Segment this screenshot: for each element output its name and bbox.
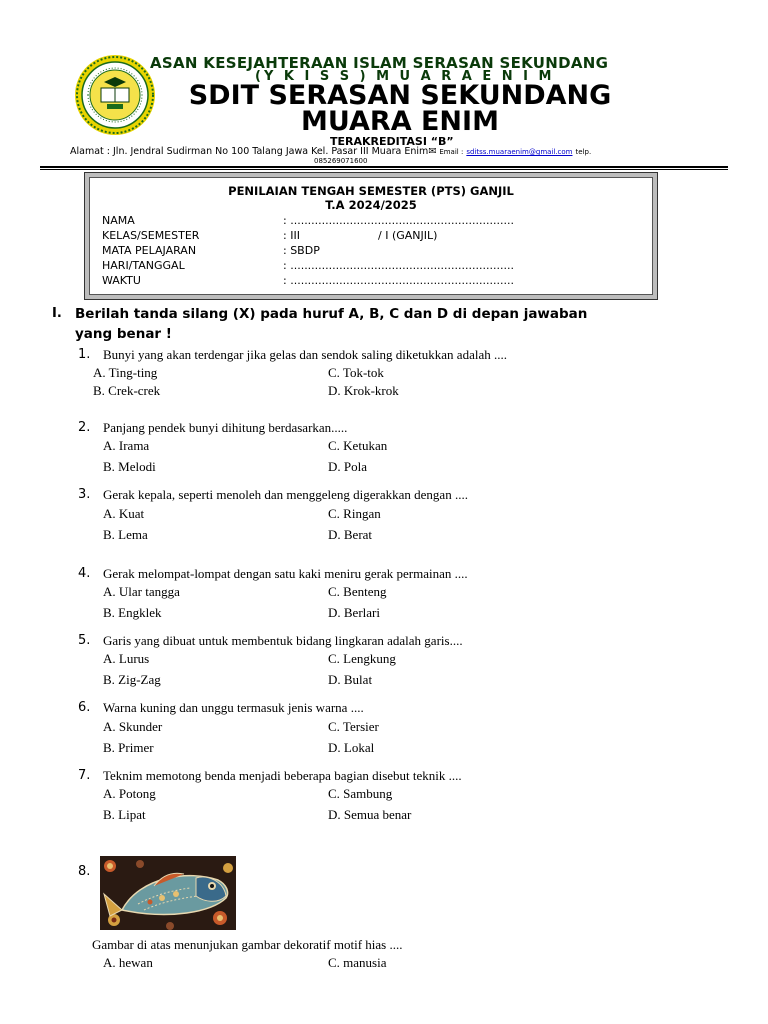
question-number: 7. — [78, 768, 91, 783]
section-number: I. — [52, 306, 62, 321]
question-number: 4. — [78, 566, 91, 581]
option-a: A. Potong — [103, 786, 156, 801]
exam-title: PENILAIAN TENGAH SEMESTER (PTS) GANJIL — [228, 184, 514, 198]
field-label-date: HARI/TANGGAL — [102, 259, 185, 272]
option-c: C. Lengkung — [328, 651, 396, 666]
question-text: Teknim memotong benda menjadi beberapa bagian disebut teknik .... — [103, 768, 462, 783]
option-a: A. Ular tangga — [103, 584, 180, 599]
section-instruction-cont: yang benar ! — [75, 326, 172, 342]
field-label-time: WAKTU — [102, 274, 141, 287]
option-c: C. Benteng — [328, 584, 387, 599]
option-c: C. Sambung — [328, 786, 393, 801]
question-text: Warna kuning dan unggu termasuk jenis warna .... — [103, 700, 364, 715]
question-number: 3. — [78, 487, 91, 502]
option-a: A. Kuat — [103, 506, 145, 521]
question-text: Panjang pendek bunyi dihitung berdasarkan..... — [103, 420, 348, 435]
header-divider-thin — [40, 169, 728, 170]
header-divider — [40, 166, 728, 168]
field-value-subject: : SBDP — [283, 244, 320, 257]
field-value-class: : III — [283, 229, 300, 242]
foundation-abbreviation: (Y K I S S ) M U A R A E N I M — [255, 69, 555, 84]
question-number: 5. — [78, 633, 91, 648]
option-b: B. Zig-Zag — [103, 672, 161, 687]
question-text: Gambar di atas menunjukan gambar dekoratif motif hias .... — [92, 937, 403, 952]
question-text: Gerak melompat-lompat dengan satu kaki meniru gerak permainan .... — [103, 566, 468, 581]
option-c: C. Tok-tok — [328, 365, 384, 380]
field-label-name: NAMA — [102, 214, 135, 227]
mail-icon: ✉ — [428, 146, 437, 157]
option-a: A. Irama — [103, 438, 150, 453]
email-label: Email : — [439, 148, 464, 156]
exam-year: T.A 2024/2025 — [325, 198, 417, 212]
option-a: A. hewan — [103, 955, 153, 970]
option-a: A. Lurus — [103, 651, 150, 666]
question-number: 8. — [78, 864, 91, 879]
field-value-date: : ................................................................ — [283, 259, 514, 272]
school-name-line2: MUARA ENIM — [301, 106, 499, 137]
field-label-class: KELAS/SEMESTER — [102, 229, 200, 242]
option-a: A. Skunder — [103, 719, 163, 734]
address-line — [70, 146, 591, 157]
option-b: B. Lipat — [103, 807, 146, 822]
accreditation: TERAKREDITASI “B” — [330, 135, 454, 148]
question-number: 6. — [78, 700, 91, 715]
field-label-subject: MATA PELAJARAN — [102, 244, 197, 257]
option-d: D. Bulat — [328, 672, 373, 687]
option-c: C. Ringan — [328, 506, 381, 521]
option-b: B. Crek-crek — [93, 383, 161, 398]
foundation-name: ASAN KESEJAHTERAAN ISLAM SERASAN SEKUNDANG — [150, 54, 609, 72]
option-b: B. Melodi — [103, 459, 156, 474]
option-b: B. Lema — [103, 527, 148, 542]
school-logo — [74, 54, 156, 136]
option-d: D. Krok-krok — [328, 383, 399, 398]
question-text: Bunyi yang akan terdengar jika gelas dan sendok saling diketukkan adalah .... — [103, 347, 507, 362]
option-c: C. Ketukan — [328, 438, 388, 453]
question-number: 1. — [78, 347, 91, 362]
option-b: B. Primer — [103, 740, 154, 755]
question-number: 2. — [78, 420, 91, 435]
field-value-semester: / I (GANJIL) — [378, 229, 438, 242]
option-c: C. manusia — [328, 955, 387, 970]
option-c: C. Tersier — [328, 719, 379, 734]
option-a: A. Ting-ting — [93, 365, 158, 380]
option-d: D. Berlari — [328, 605, 380, 620]
address-text: Alamat : Jln. Jendral Sudirman No 100 Talang Jawa Kel. Pasar III Muara Enim — [70, 146, 429, 157]
field-value-name: : ................................................................ — [283, 214, 514, 227]
option-d: D. Berat — [328, 527, 373, 542]
phone-number: 085269071600 — [314, 157, 368, 165]
option-d: D. Semua benar — [328, 807, 412, 822]
option-d: D. Pola — [328, 459, 367, 474]
decorative-fish-image — [100, 856, 236, 930]
option-b: B. Engklek — [103, 605, 162, 620]
question-text: Gerak kepala, seperti menoleh dan menggeleng digerakkan dengan .... — [103, 487, 468, 502]
section-instruction: Berilah tanda silang (X) pada huruf A, B, C dan D di depan jawaban — [75, 306, 588, 322]
phone-label: telp. — [575, 148, 592, 156]
school-name-line1: SDIT SERASAN SEKUNDANG — [188, 80, 612, 111]
question-text: Garis yang dibuat untuk membentuk bidang lingkaran adalah garis.... — [103, 633, 463, 648]
field-value-time: : ................................................................ — [283, 274, 514, 287]
option-d: D. Lokal — [328, 740, 375, 755]
email-link[interactable]: sditss.muaraenim@gmail.com — [466, 148, 573, 156]
